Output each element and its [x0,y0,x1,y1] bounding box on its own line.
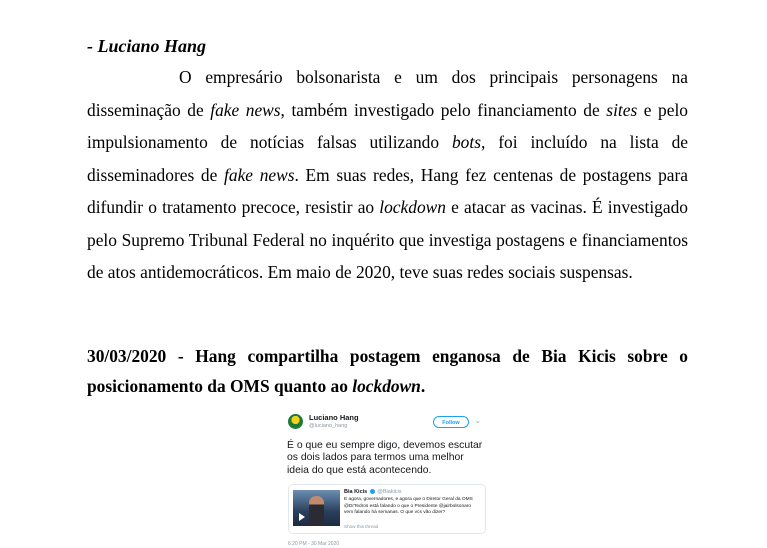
paragraph-text-run: , também investigado pelo financiamento de [280,99,607,120]
show-thread-link[interactable]: Show this thread [344,524,379,529]
quoted-author [344,489,402,495]
person-figure [309,496,324,526]
body-paragraph [87,61,688,289]
play-icon[interactable] [299,513,305,521]
tweet-timestamp[interactable]: 6:20 PM - 30 Mar 2020 [288,541,340,547]
paragraph-text-run: O empresário bolsonarista e um dos principais personagens na disseminação de [87,67,688,120]
quoted-tweet[interactable] [288,484,486,534]
quoted-author-handle: @Biakicis [377,489,402,495]
caption-italic: lockdown [352,376,421,396]
avatar[interactable] [288,414,303,429]
verified-icon [370,489,375,494]
chevron-down-icon[interactable]: ⌄ [475,418,481,425]
follow-button[interactable]: Follow [433,416,469,428]
tweet-caption [87,341,688,401]
paragraph-italic-run: bots, [451,132,486,152]
section-heading: - Luciano Hang [87,36,207,56]
embedded-tweet [280,408,492,548]
caption-text: 30/03/2020 - Hang compartilha postagem enganosa de Bia Kicis sobre o posicionamento da OMS quanto ao [87,346,688,396]
paragraph-text-run: . Em suas redes, Hang fez centenas de postagens para difundir o tratamento precoce, resistir ao [87,164,688,217]
paragraph-text-run: e pelo impulsionamento de notícias falsas utilizando [87,99,689,152]
tweet-author-handle[interactable]: @luciano_hang [309,423,348,429]
tweet-author-name[interactable]: Luciano Hang [309,413,359,422]
paragraph-italic-run: fake news [224,164,295,185]
tweet-text: É o que eu sempre digo, devemos escutar os dois lados para termos uma melhor ideia do que está acontecendo. [287,440,483,476]
paragraph-italic-run: sites [606,99,638,120]
video-thumbnail[interactable] [293,490,340,526]
quoted-tweet-text: E agora, governadores, e agora que o Diretor Geral da OMS @DrTedros está falando o que o Presidente @jairbolsonaro vem falando há semanas. O que vcs vão dizer? [344,497,473,516]
paragraph-text-run: foi incluído na lista de disseminadores de [87,132,688,185]
paragraph-italic-run: fake news [210,99,281,120]
paragraph-italic-run: lockdown [379,197,446,217]
paragraph-text-run: e atacar as vacinas. É investigado pelo Supremo Tribunal Federal no inquérito que investiga postagens e financiamentos de atos antidemocráticos. Em maio de 2020, teve suas redes sociais suspensas. [87,197,688,282]
quoted-author-name: Bia Kicis [344,489,368,495]
caption-end: . [420,376,426,396]
